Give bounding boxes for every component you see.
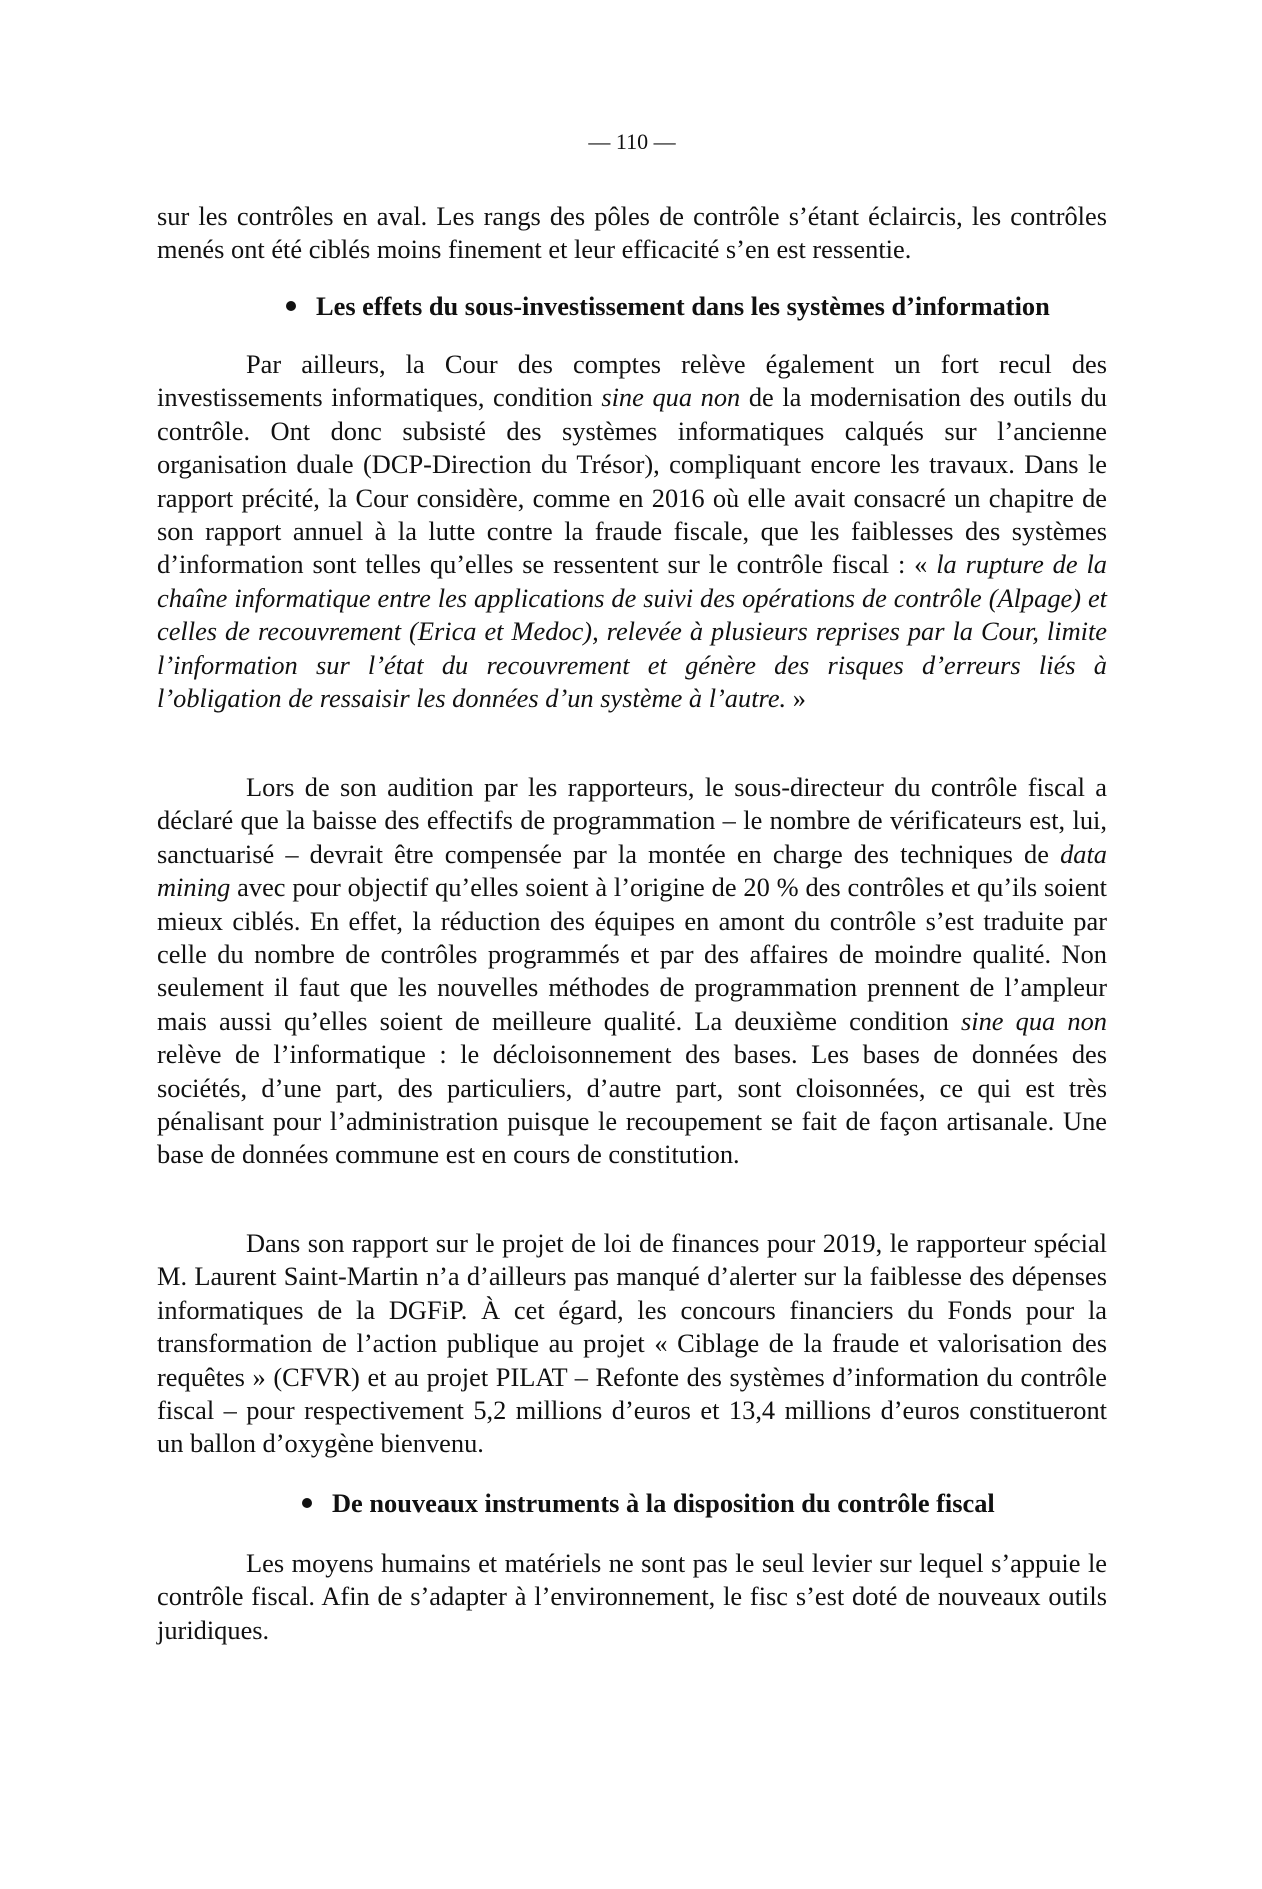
paragraph-legal-tools: Les moyens humains et matériels ne sont pas le seul levier sur lequel s’appuie le contrôle fiscal. Afin de s’adapter à l’environnement, le fisc s’est doté de nouveaux outils juridiques. <box>157 1548 1107 1645</box>
paragraph-intro: sur les contrôles en aval. Les rangs des pôles de contrôle s’étant éclaircis, les contrôles menés ont été ciblés moins finement et leur efficacité s’en est ressentie. <box>157 201 1107 265</box>
paragraph-investments: Par ailleurs, la Cour des comptes relève également un fort recul des investissements informatiques, condition sine qua non de la modernisation des outils du contrôle. Ont donc subsisté des systèmes informatiques calqués sur l’ancienne organisation duale (DCP-Direction du Trésor), compliquant encore les travaux. Dans le rapport précité, la Cour considère, comme en 2016 où elle avait consacré un chapitre de son rapport annuel à la lutte contre la fraude fiscale, que les faiblesses des systèmes d’information sont telles qu’elles se ressentent sur le contrôle fiscal : « la rupture de la chaîne informatique entre les applications de suivi des opérations de contrôle (Alpage) et celles de recouvrement (Erica et Medoc), relevée à plusieurs reprises par la Cour, limite l’information sur l’état du recouvrement et génère des risques d’erreurs liés à l’obligation de ressaisir les données d’un système à l’autre. » <box>157 349 1107 714</box>
section-heading-new-instruments: De nouveaux instruments à la disposition du contrôle fiscal <box>302 1487 995 1520</box>
section-heading-information-systems: Les effets du sous-investissement dans les systèmes d’information <box>286 290 1050 323</box>
paragraph-audition: Lors de son audition par les rapporteurs, le sous-directeur du contrôle fiscal a déclaré que la baisse des effectifs de programmation – le nombre de vérificateurs est, lui, sanctuarisé – devrait être compensée par la montée en charge des techniques de data mining avec pour objectif qu’elles soient à l’origine de 20 % des contrôles et qu’ils soient mieux ciblés. En effet, la réduction des équipes en amont du contrôle s’est traduite par celle du nombre de contrôles programmés et par des affaires de moindre qualité. Non seulement il faut que les nouvelles méthodes de programmation prennent de l’ampleur mais aussi qu’elles soient de meilleure qualité. La deuxième condition sine qua non relève de l’informatique : le décloisonnement des bases. Les bases de données des sociétés, d’une part, des particuliers, d’autre part, sont cloisonnées, ce qui est très pénalisant pour l’administration puisque le recoupement se fait de façon artisanale. Une base de données commune est en cours de constitution. <box>157 772 1107 1170</box>
page-number: — 110 — <box>588 129 676 154</box>
bullet-icon <box>302 1498 312 1508</box>
paragraph-finance-bill: Dans son rapport sur le projet de loi de finances pour 2019, le rapporteur spécial M. Laurent Saint-Martin n’a d’ailleurs pas manqué d’alerter sur la faiblesse des dépenses informatiques de la DGFiP. À cet égard, les concours financiers du Fonds pour la transformation de l’action publique au projet « Ciblage de la fraude et valorisation des requêtes » (CFVR) et au projet PILAT – Refonte des systèmes d’information du contrôle fiscal – pour respectivement 5,2 millions d’euros et 13,4 millions d’euros constitueront un ballon d’oxygène bienvenu. <box>157 1228 1107 1459</box>
bullet-icon <box>286 301 296 311</box>
